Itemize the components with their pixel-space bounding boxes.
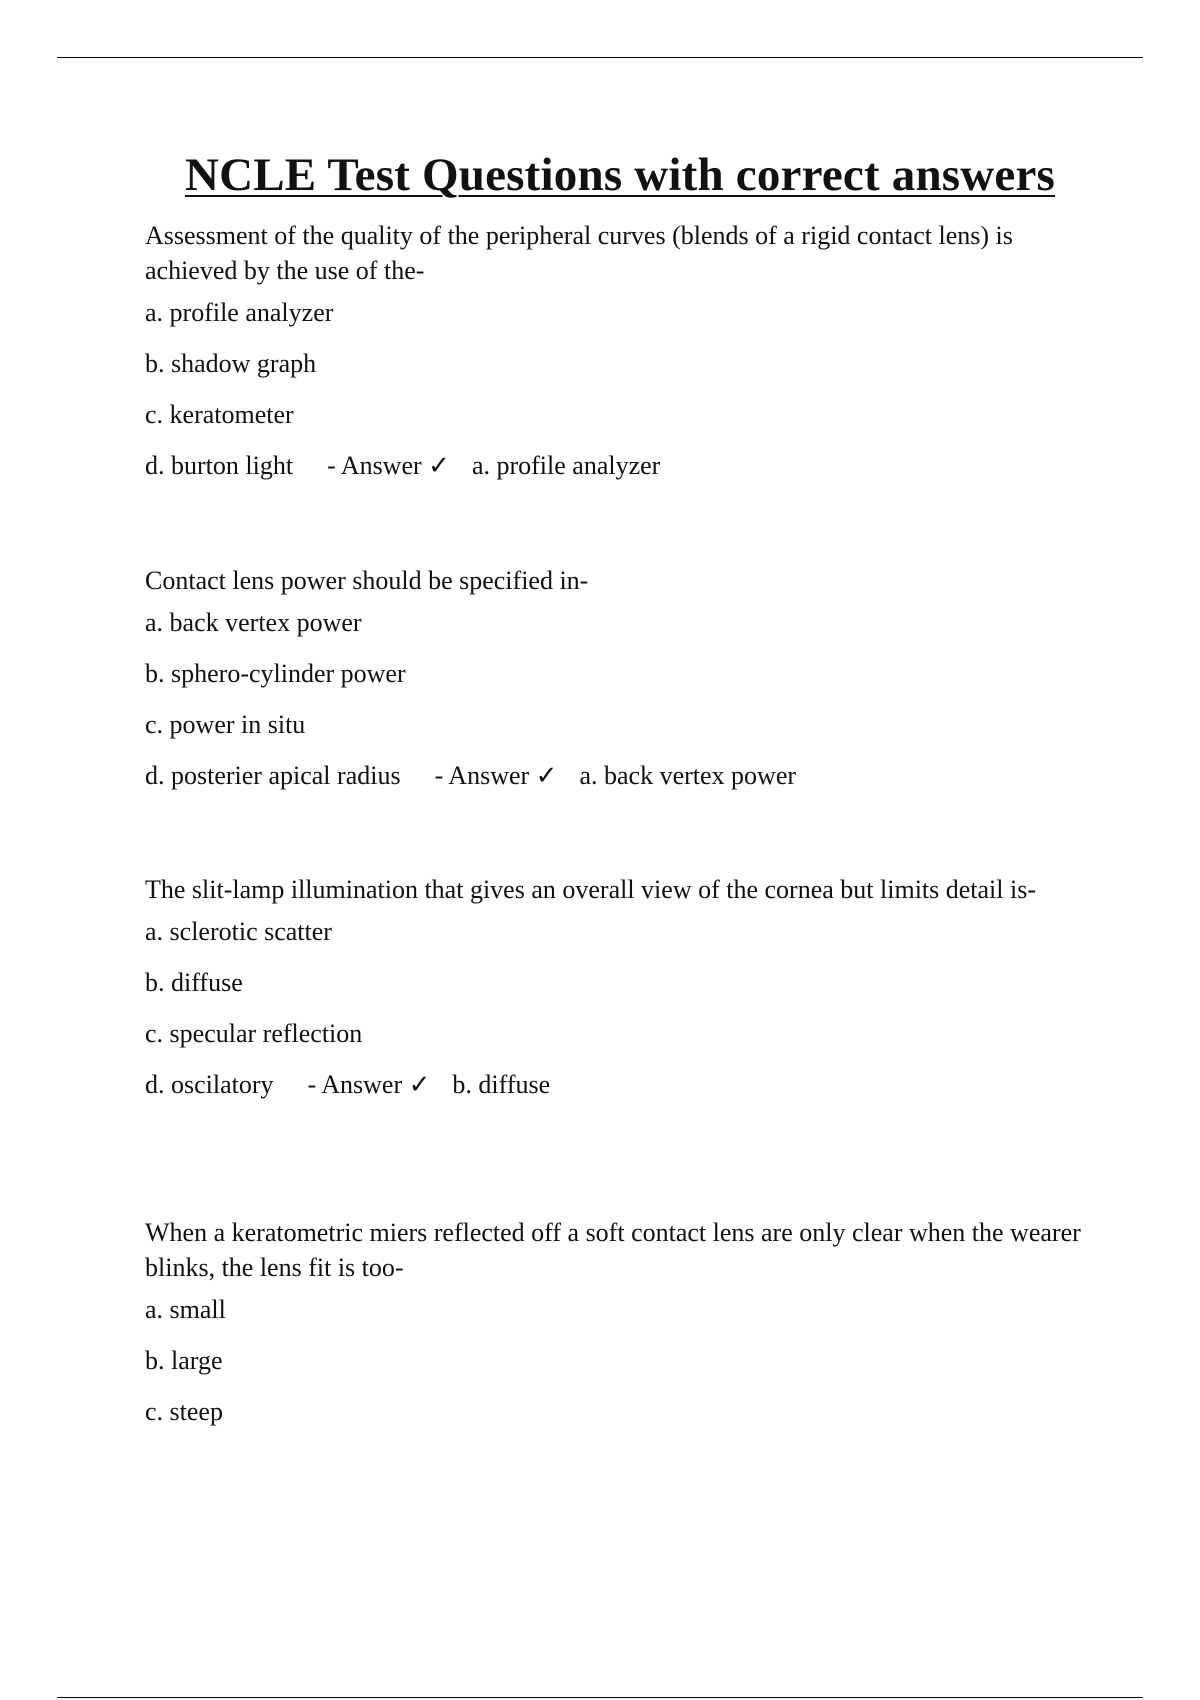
question-block-1	[145, 218, 1095, 502]
question-text: Contact lens power should be specified in-	[145, 566, 589, 595]
bottom-rule	[57, 1697, 1143, 1698]
question-block-3	[145, 872, 1095, 1121]
option-b: b. large	[145, 1346, 223, 1375]
question-text: When a keratometric miers reflected off a soft contact lens are only clear when the wearer blinks, the lens fit is too-	[145, 1218, 1081, 1282]
question-block-2	[145, 563, 1095, 812]
answer-label: - Answer ✓	[307, 1070, 431, 1099]
option-b: b. sphero-cylinder power	[145, 659, 406, 688]
answer-value: b. diffuse	[452, 1070, 551, 1099]
question-text: Assessment of the quality of the peripheral curves (blends of a rigid contact lens) is achieved by the use of the-	[145, 221, 1013, 285]
option-c: c. power in situ	[145, 710, 306, 739]
answer-value: a. profile analyzer	[471, 451, 661, 480]
answer-label: - Answer ✓	[327, 451, 450, 480]
option-a: a. profile analyzer	[145, 298, 334, 327]
document-title: NCLE Test Questions with correct answers	[184, 149, 1056, 201]
top-rule	[57, 57, 1143, 58]
question-block-4	[145, 1215, 1095, 1448]
option-c: c. keratometer	[145, 400, 294, 429]
answer-label: - Answer ✓	[434, 761, 558, 790]
option-a: a. sclerotic scatter	[145, 917, 332, 946]
option-d: d. posterier apical radius	[145, 761, 401, 790]
option-c: c. specular reflection	[145, 1019, 363, 1048]
question-text: The slit-lamp illumination that gives an overall view of the cornea but limits detail is-	[145, 875, 1037, 904]
option-d: d. oscilatory	[145, 1070, 274, 1099]
option-d: d. burton light	[145, 451, 294, 480]
option-b: b. diffuse	[145, 968, 243, 997]
option-d-with-answer	[145, 1070, 1095, 1121]
answer-value: a. back vertex power	[579, 761, 797, 790]
option-d-with-answer	[145, 451, 1095, 502]
option-a: a. small	[145, 1295, 226, 1324]
option-b: b. shadow graph	[145, 349, 317, 378]
option-c: c. steep	[145, 1397, 223, 1426]
option-d-with-answer	[145, 761, 1095, 812]
option-a: a. back vertex power	[145, 608, 362, 637]
